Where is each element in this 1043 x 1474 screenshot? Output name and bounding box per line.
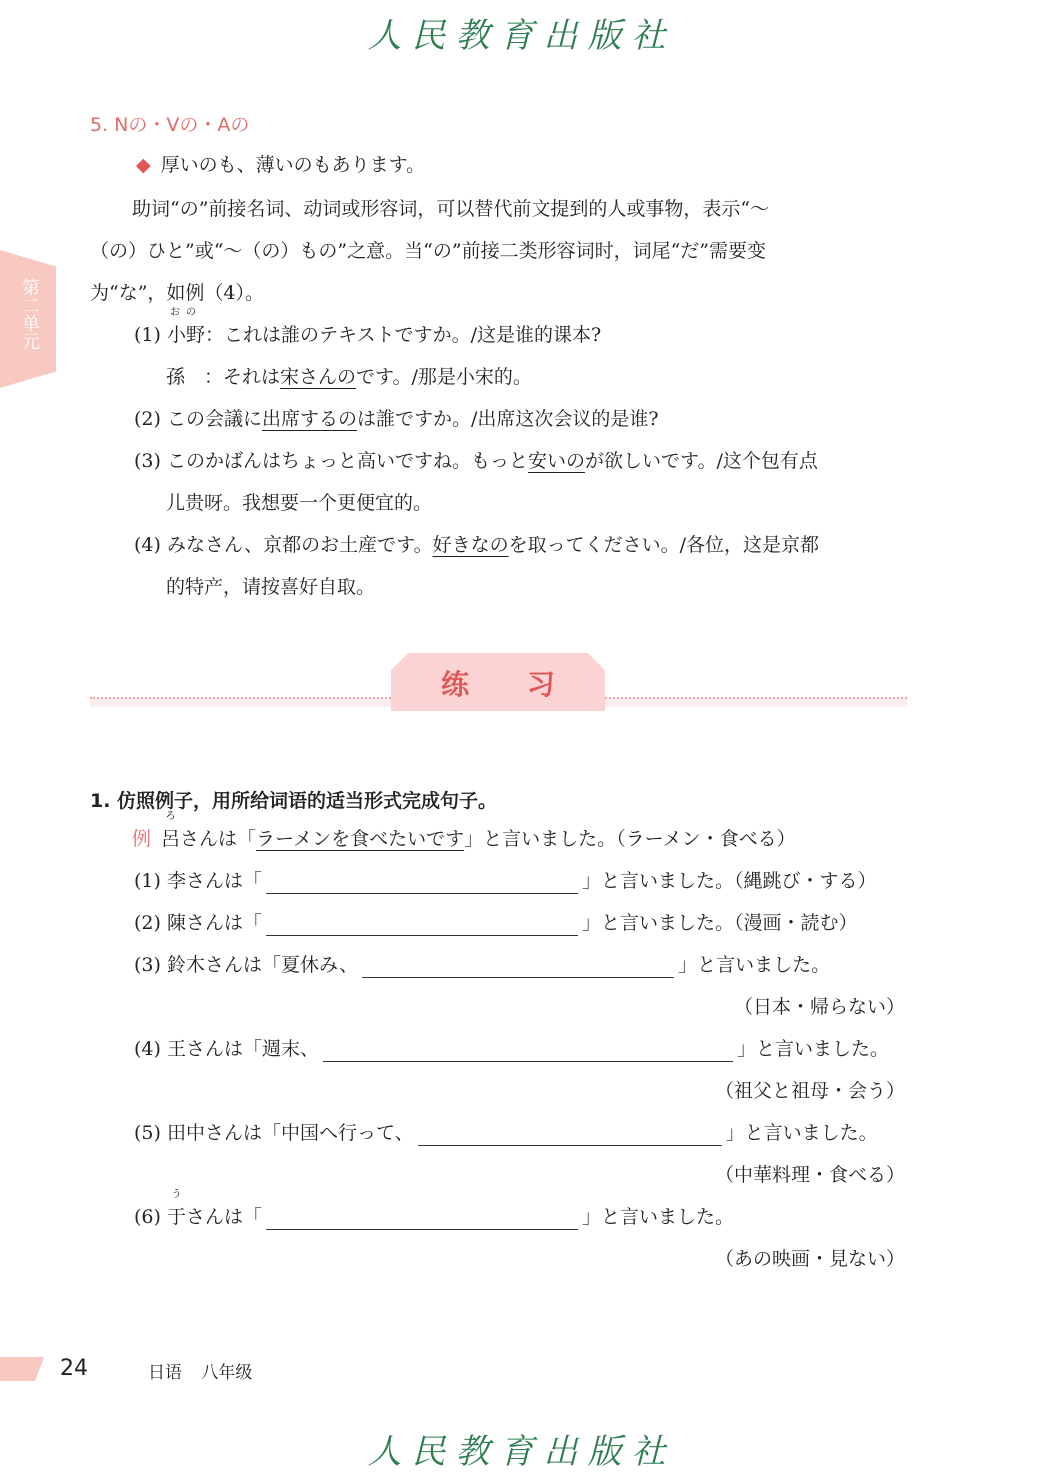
underlined-phrase: 宋さんの — [280, 366, 357, 388]
example-3-line-1 — [134, 448, 818, 474]
answer-blank[interactable] — [323, 1039, 733, 1062]
item-num: (1) — [134, 870, 161, 892]
ruby-reading: う — [171, 1189, 182, 1200]
exercise-item-4 — [134, 1036, 889, 1062]
underlined-phrase: 出席するの — [261, 408, 357, 430]
diamond-bullet-icon: ◆ — [136, 154, 151, 176]
exercise-item-6 — [134, 1189, 735, 1230]
item-prefix: 王さんは「週末、 — [166, 1038, 319, 1060]
answer-blank[interactable] — [266, 913, 578, 936]
item-suffix: 」と言いました。（縄跳び・する） — [581, 870, 877, 892]
practice-example — [132, 811, 796, 852]
example-2 — [134, 406, 659, 432]
example-text: です。/那是小宋的。 — [356, 366, 532, 388]
book-title: 日语 八年级 — [148, 1363, 253, 1383]
ruby-base: 于 — [166, 1206, 186, 1228]
example-text: このかばんはちょっと高いですね。もっと — [166, 450, 528, 472]
example-text: は誰ですか。/出席这次会议的是谁? — [357, 408, 659, 430]
underlined-phrase: 安いの — [527, 450, 585, 472]
item-num: (3) — [134, 954, 161, 976]
underlined-phrase: 好きなの — [432, 534, 509, 556]
item-prefix: 陳さんは「 — [166, 912, 262, 934]
item-suffix: 」と言いました。 — [736, 1038, 889, 1060]
item-prefix: 鈴木さんは「夏休み、 — [166, 954, 359, 976]
example-3-line-2: 儿贵呀。我想要一个更便宜的。 — [166, 492, 433, 514]
publisher-header: 人民教育出版社 — [367, 16, 676, 56]
example-text: この会議に — [166, 408, 262, 430]
exercise-item-2 — [134, 910, 858, 936]
item-suffix: 」と言いました。 — [725, 1122, 878, 1144]
example-text: が欲しいです。/这个包有点 — [585, 450, 818, 472]
item-suffix: 」と言いました。 — [582, 1206, 735, 1228]
answer-blank[interactable] — [362, 955, 674, 978]
question-1-title: 1. 仿照例子，用所给词语的适当形式完成句子。 — [90, 790, 498, 812]
exercise-item-4-hint: （祖父と祖母・会う） — [714, 1080, 905, 1102]
ruby-reading: ろ — [165, 811, 176, 822]
unit-side-tab-label: 第二单元 — [19, 278, 40, 350]
item-num: (4) — [134, 1038, 161, 1060]
ruby-base: 小野 — [166, 324, 205, 346]
answer-blank[interactable] — [266, 871, 578, 894]
example-4-line-1 — [134, 532, 819, 558]
explanation-line-2: （の）ひと”或“～（の）もの”之意。当“の”前接二类形容词时，词尾“だ”需要变 — [90, 240, 766, 262]
example-text: ：これは誰のテキストですか。/这是谁的课本? — [204, 324, 602, 346]
example-1-line-2 — [166, 364, 532, 390]
example-4-line-2: 的特产，请按喜好自取。 — [166, 576, 376, 598]
exercise-item-1 — [134, 868, 877, 894]
item-suffix: 」と言いました。（漫画・読む） — [581, 912, 858, 934]
example-num: (1) — [134, 324, 161, 346]
ruby-reading: おの — [169, 307, 202, 318]
example-num: (3) — [134, 450, 161, 472]
item-prefix: さんは「 — [185, 1206, 262, 1228]
exercise-item-3-hint: （日本・帰らない） — [733, 996, 905, 1018]
answer-blank[interactable] — [418, 1123, 722, 1146]
example-label: 例 — [132, 828, 152, 850]
example-num: (2) — [134, 408, 161, 430]
exercise-item-6-hint: （あの映画・見ない） — [714, 1248, 905, 1270]
item-suffix: 」と言いました。 — [678, 954, 831, 976]
ruby-name — [166, 1189, 186, 1230]
ruby-name — [161, 811, 181, 852]
key-sentence-text: 厚いのも、薄いのもあります。 — [160, 154, 426, 176]
key-sentence — [136, 152, 425, 178]
item-num: (5) — [134, 1122, 161, 1144]
example-1-line-1 — [134, 307, 602, 348]
publisher-footer: 人民教育出版社 — [367, 1432, 676, 1472]
practice-title: 练 习 — [441, 668, 579, 701]
exercise-item-5 — [134, 1120, 878, 1146]
footer-accent-bar — [0, 1357, 44, 1381]
explanation-line-3: 为“な”，如例（4）。 — [90, 282, 265, 304]
underlined-phrase: ラーメンを食べたいです — [256, 828, 465, 850]
page-number: 24 — [60, 1356, 88, 1381]
item-num: (2) — [134, 912, 161, 934]
speaker: 孫 ：それは — [166, 366, 281, 388]
answer-blank[interactable] — [266, 1207, 578, 1230]
item-prefix: 李さんは「 — [166, 870, 262, 892]
example-text: 」と言いました。（ラーメン・食べる） — [464, 828, 796, 850]
example-num: (4) — [134, 534, 161, 556]
section-title: 5. Nの・Vの・Aの — [90, 114, 250, 136]
exercise-item-5-hint: （中華料理・食べる） — [714, 1164, 905, 1186]
example-text: さんは「 — [180, 828, 257, 850]
ruby-base: 呂 — [161, 828, 181, 850]
item-prefix: 田中さんは「中国へ行って、 — [166, 1122, 414, 1144]
exercise-item-3 — [134, 952, 830, 978]
item-num: (6) — [134, 1206, 161, 1228]
explanation-line-1: 助词“の”前接名词、动词或形容词，可以替代前文提到的人或事物，表示“～ — [132, 198, 770, 220]
ruby-name — [166, 307, 205, 348]
example-text: を取ってください。/各位，这是京都 — [508, 534, 820, 556]
example-text: みなさん、京都のお土産です。 — [166, 534, 433, 556]
